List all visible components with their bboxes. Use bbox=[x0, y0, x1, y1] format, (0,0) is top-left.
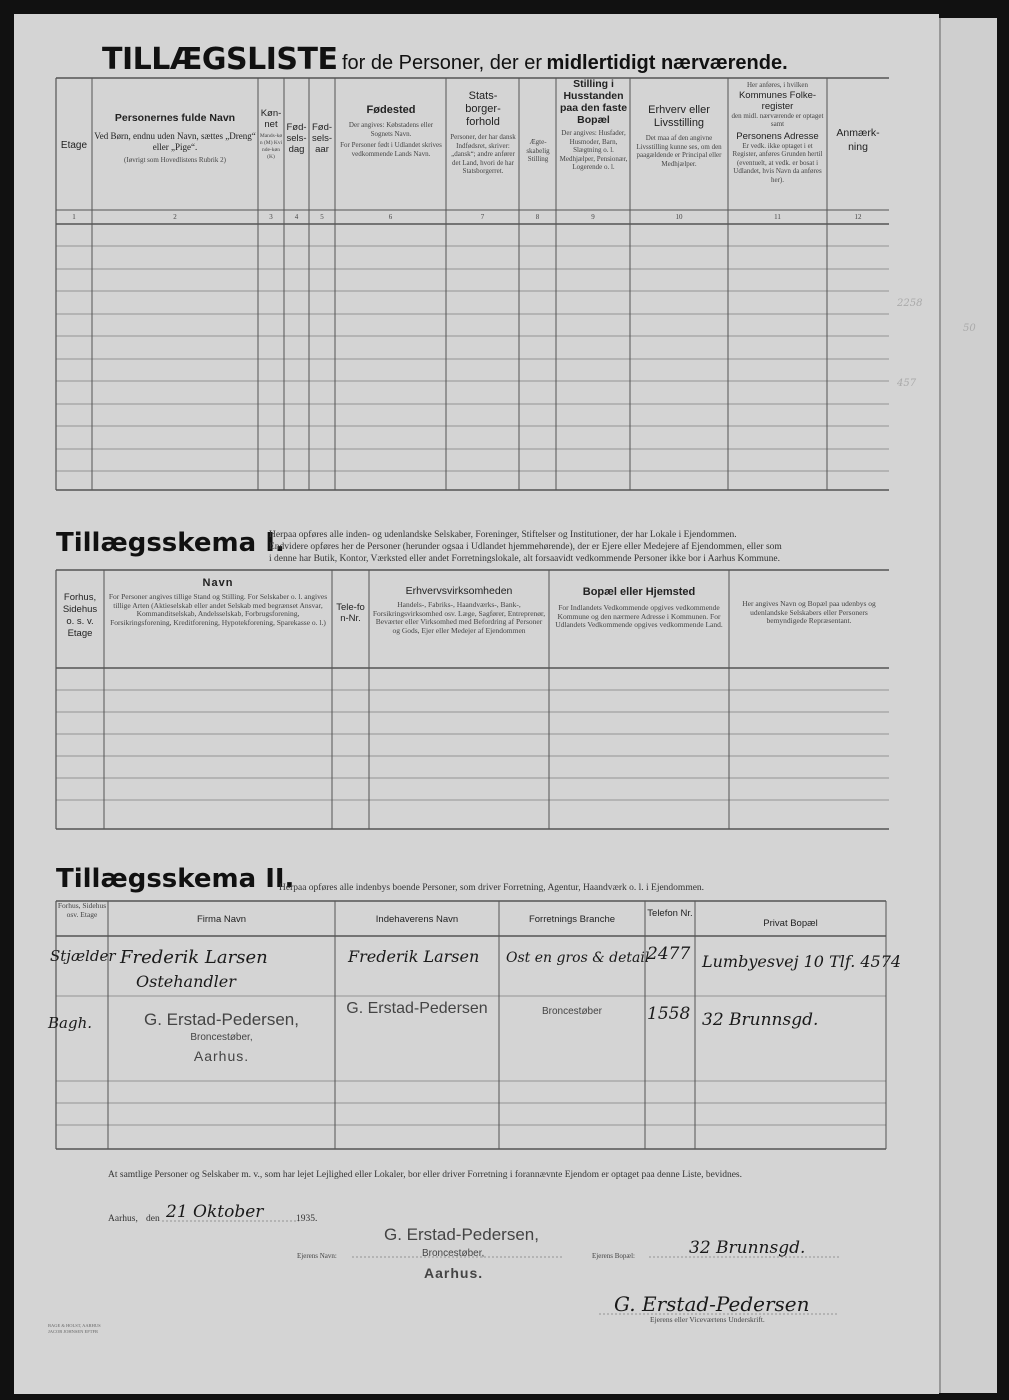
col-birthplace-sub2: For Personer født i Udlandet skrives vedkommende Lands Navn. bbox=[340, 141, 442, 158]
col-marital-head: Ægte-skabelig Stilling bbox=[526, 138, 550, 163]
col-num-11: 11 bbox=[774, 213, 781, 221]
col-register-pre: Her anføres, i hvilken bbox=[746, 81, 809, 89]
s1-col-navn-sub: For Personer angives tillige Stand og Stilling. For Selskaber o. l. angives tillige Arten (Aktieselskab eller andet Selskab med begrænset Ansvar, Kommanditselskab, Andelsselskab, Forbrugsforening, Forsikringsforening, Kreditforening, Hypotekforening, Sparekasse o. l.) bbox=[108, 592, 328, 627]
s2-col-branche: Forretnings Branche bbox=[528, 914, 616, 925]
s2-row1-branche: Ost en gros & detail bbox=[506, 950, 650, 966]
s2-row1-firma-2: Ostehandler bbox=[136, 972, 236, 991]
col-household-head: Stilling i Husstanden paa den faste Bopæl bbox=[559, 78, 628, 126]
footer-owner-stamp-1: G. Erstad-Pedersen, bbox=[384, 1225, 539, 1244]
s2-col-firma: Firma Navn bbox=[196, 914, 247, 925]
facing-page-edge bbox=[897, 18, 997, 1393]
col-num-7: 7 bbox=[480, 213, 485, 221]
s1-col-etage: Forhus, Sidehus o. s. v. Etage bbox=[62, 592, 98, 639]
col-num-10: 10 bbox=[675, 213, 683, 221]
printer-mark: BAGE & HOLST, AARHUS JACOB JOHNSEN EFTFR bbox=[48, 1323, 101, 1334]
col-name-sub2: (Iøvrigt som Hovedlistens Rubrik 2) bbox=[124, 156, 226, 164]
col-num-8: 8 bbox=[535, 213, 540, 221]
skema2-title: Tillægsskema II. bbox=[56, 864, 295, 894]
col-citizenship-head: Stats-borger-forhold bbox=[465, 90, 501, 128]
skema1-para-3: i denne har Butik, Kontor, Værksted eller andet Forretningslokale, alt forsaavidt vedkommende Personer ikke bor i Aarhus Kommune. bbox=[269, 554, 781, 564]
col-name-header bbox=[94, 112, 256, 165]
footer-owner-addr-hand: 32 Brunnsgd. bbox=[689, 1238, 806, 1258]
footer-owner-addr-label: Ejerens Bopæl: bbox=[592, 1252, 635, 1260]
s2-row2-firma-stamp-3: Aarhus. bbox=[193, 1048, 250, 1064]
col-sex-header bbox=[259, 108, 283, 161]
footer-statement: At samtlige Personer og Selskaber m. v., som har lejet Lejlighed eller Lokaler, bor eller driver Forretning i forannævnte Ejendom er optaget paa denne Liste, bevidnes. bbox=[108, 1170, 742, 1180]
footer-signature-label: Ejerens eller Viceværtens Underskrift. bbox=[650, 1315, 765, 1324]
s1-col-erhverv-sub: Handels-, Fabriks-, Haandværks-, Bank-, Forsikringsvirksomhed osv. Læge, Sagfører, Entreprenør, Beværter eller Virksomhed med Befordring af Personer og Gods, Ejer eller Medejer af Ejendommen bbox=[372, 600, 546, 635]
s2-col-etage: Forhus, Sidehus osv. Etage bbox=[57, 901, 107, 919]
footer-place: Aarhus, bbox=[108, 1214, 138, 1224]
form-page bbox=[14, 14, 939, 1394]
title-rest-2: midlertidigt nærværende. bbox=[546, 52, 788, 74]
s2-row2-indehaver-stamp: G. Erstad-Pedersen bbox=[346, 1000, 488, 1017]
s2-col-indehaver: Indehaverens Navn bbox=[375, 914, 459, 925]
col-num-9: 9 bbox=[591, 213, 595, 221]
s2-row1-indehaver: Frederik Larsen bbox=[348, 947, 480, 966]
footer-owner-stamp-2: Broncestøber, bbox=[422, 1248, 485, 1259]
footer-signature: G. Erstad-Pedersen bbox=[614, 1292, 810, 1316]
col-household-header bbox=[558, 78, 629, 172]
col-num-6: 6 bbox=[388, 213, 393, 221]
col-register-header bbox=[730, 81, 825, 184]
col-birthplace-header bbox=[338, 104, 444, 158]
s2-row2-bopael: 32 Brunnsgd. bbox=[702, 1010, 819, 1030]
col-etage-head: Etage bbox=[60, 140, 88, 151]
col-name-head: Personernes fulde Navn bbox=[114, 112, 236, 124]
s2-col-telefon: Telefon Nr. bbox=[647, 908, 693, 919]
table-1-grid bbox=[14, 14, 939, 1394]
col-birthplace-head: Fødested bbox=[366, 104, 416, 116]
title-rest-1: for de Personer, der er bbox=[341, 52, 543, 74]
s2-row2-branche-stamp: Broncestøber bbox=[541, 1006, 603, 1017]
col-num-2: 2 bbox=[173, 213, 177, 221]
s1-col-navn-head: Navn bbox=[202, 577, 234, 589]
col-register-head: Kommunes Folke-register bbox=[738, 89, 817, 112]
skema1-para-2: Endvidere opføres her de Personer (herunder ogsaa i Udlandet hjemmehørende), der er Ejere eller Medejere af Ejendommen, eller som bbox=[269, 542, 782, 552]
s1-col-bopael-head: Bopæl eller Hjemsted bbox=[582, 586, 696, 598]
s1-col-erhverv-head: Erhvervsvirksomheden bbox=[405, 585, 513, 597]
col-num-5: 5 bbox=[320, 213, 324, 221]
col-occupation-head: Erhverv eller Livsstilling bbox=[648, 104, 710, 129]
margin-mark-3: 457 bbox=[897, 378, 917, 389]
col-num-12: 12 bbox=[854, 213, 862, 221]
col-bday-head: Fød-sels-dag bbox=[286, 122, 307, 155]
s2-row2-firma-stamp: G. Erstad-Pedersen, bbox=[144, 1010, 299, 1029]
col-occupation-header bbox=[632, 104, 726, 168]
col-register-mid: den midl. nærværende er optaget samt bbox=[731, 111, 824, 128]
s1-col-bopael-header bbox=[552, 586, 726, 630]
s2-row2-etage: Bagh. bbox=[48, 1014, 92, 1032]
s2-row2-firma-stamp-2: Broncestøber, bbox=[190, 1032, 253, 1043]
col-remark-head: Anmærk-ning bbox=[836, 127, 880, 153]
col-register-sub: Er vedk. ikke optaget i et Register, anføres Grunden hertil (eventuelt, at vedk. er bosat i Udlandet, hvis Navn da anføres her). bbox=[732, 141, 823, 184]
margin-mark-2: 50 bbox=[963, 323, 976, 334]
s2-row2-telefon: 1558 bbox=[647, 1004, 691, 1024]
footer-date-hand: 21 Oktober bbox=[166, 1202, 264, 1222]
col-num-3: 3 bbox=[269, 213, 273, 221]
footer-den: den bbox=[146, 1214, 160, 1224]
s2-row1-bopael: Lumbyesvej 10 Tlf. 4574 bbox=[702, 952, 902, 971]
col-sex-sub: Mands-køn (M) Kvinde-køn (K) bbox=[259, 133, 283, 160]
col-citizenship-header bbox=[448, 90, 518, 176]
s1-col-repr: Her angives Navn og Bopæl paa udenbys og udenlandske Selskabers eller Personers bemyndigede Repræsentant. bbox=[742, 599, 876, 625]
s1-col-navn-header bbox=[107, 577, 329, 627]
col-num-4: 4 bbox=[294, 213, 299, 221]
col-birthplace-sub: Der angives: Købstadens eller Sognets Navn. bbox=[348, 121, 434, 138]
skema1-para-1: Herpaa opføres alle inden- og udenlandske Selskaber, Foreninger, Stiftelser og Institutioner, der har Lokale i Ejendommen. bbox=[269, 530, 737, 540]
col-register-head2: Personens Adresse bbox=[736, 130, 819, 142]
s2-row1-telefon: 2477 bbox=[647, 944, 691, 964]
skema1-title: Tillægsskema I. bbox=[56, 528, 285, 558]
s2-row1-etage: Stjælder bbox=[50, 947, 116, 965]
col-citizenship-sub: Personer, der har dansk Indfødsret, skriver: „dansk“; andre anfører det Land, hvori de har Statsborgerret. bbox=[450, 133, 516, 175]
col-sex-head: Køn-net bbox=[260, 108, 282, 130]
col-byear-head: Fød-sels-aar bbox=[311, 122, 333, 155]
footer-year: 1935. bbox=[296, 1214, 318, 1224]
s1-col-telefon: Tele-fon-Nr. bbox=[336, 602, 365, 624]
col-household-sub: Der angives: Husfader, Husmoder, Barn, Slægtning o. l. Medhjælper, Pensionær, Logerende o. l. bbox=[559, 129, 628, 171]
col-name-sub: Ved Børn, endnu uden Navn, sættes „Dreng“ eller „Pige“. bbox=[94, 131, 256, 152]
skema1-intro bbox=[269, 529, 894, 565]
title-main: TILLÆGSLISTE bbox=[102, 42, 338, 77]
col-num-1: 1 bbox=[72, 213, 76, 221]
s2-row1-firma: Frederik Larsen bbox=[120, 947, 268, 968]
s1-col-bopael-sub: For Indlandets Vedkommende opgives vedkommende Kommune og den nærmere Adresse i Kommunen. For Udlandets Vedkommende opgives vedkommende Land. bbox=[555, 603, 723, 629]
col-occupation-sub: Det maa af den angivne Livsstilling kunne ses, om den paagældende er Principal eller Medhjælper. bbox=[636, 134, 722, 168]
margin-mark-1: 2258 bbox=[897, 298, 923, 309]
skema2-intro: Herpaa opføres alle indenbys boende Personer, som driver Forretning, Agentur, Haandværk o. l. i Ejendommen. bbox=[279, 883, 705, 893]
s2-col-bopael: Privat Bopæl bbox=[763, 918, 818, 929]
footer-owner-name-label: Ejerens Navn: bbox=[297, 1252, 337, 1260]
s1-col-erhverv-header bbox=[372, 586, 546, 635]
footer-owner-stamp-3: Aarhus. bbox=[424, 1265, 484, 1281]
